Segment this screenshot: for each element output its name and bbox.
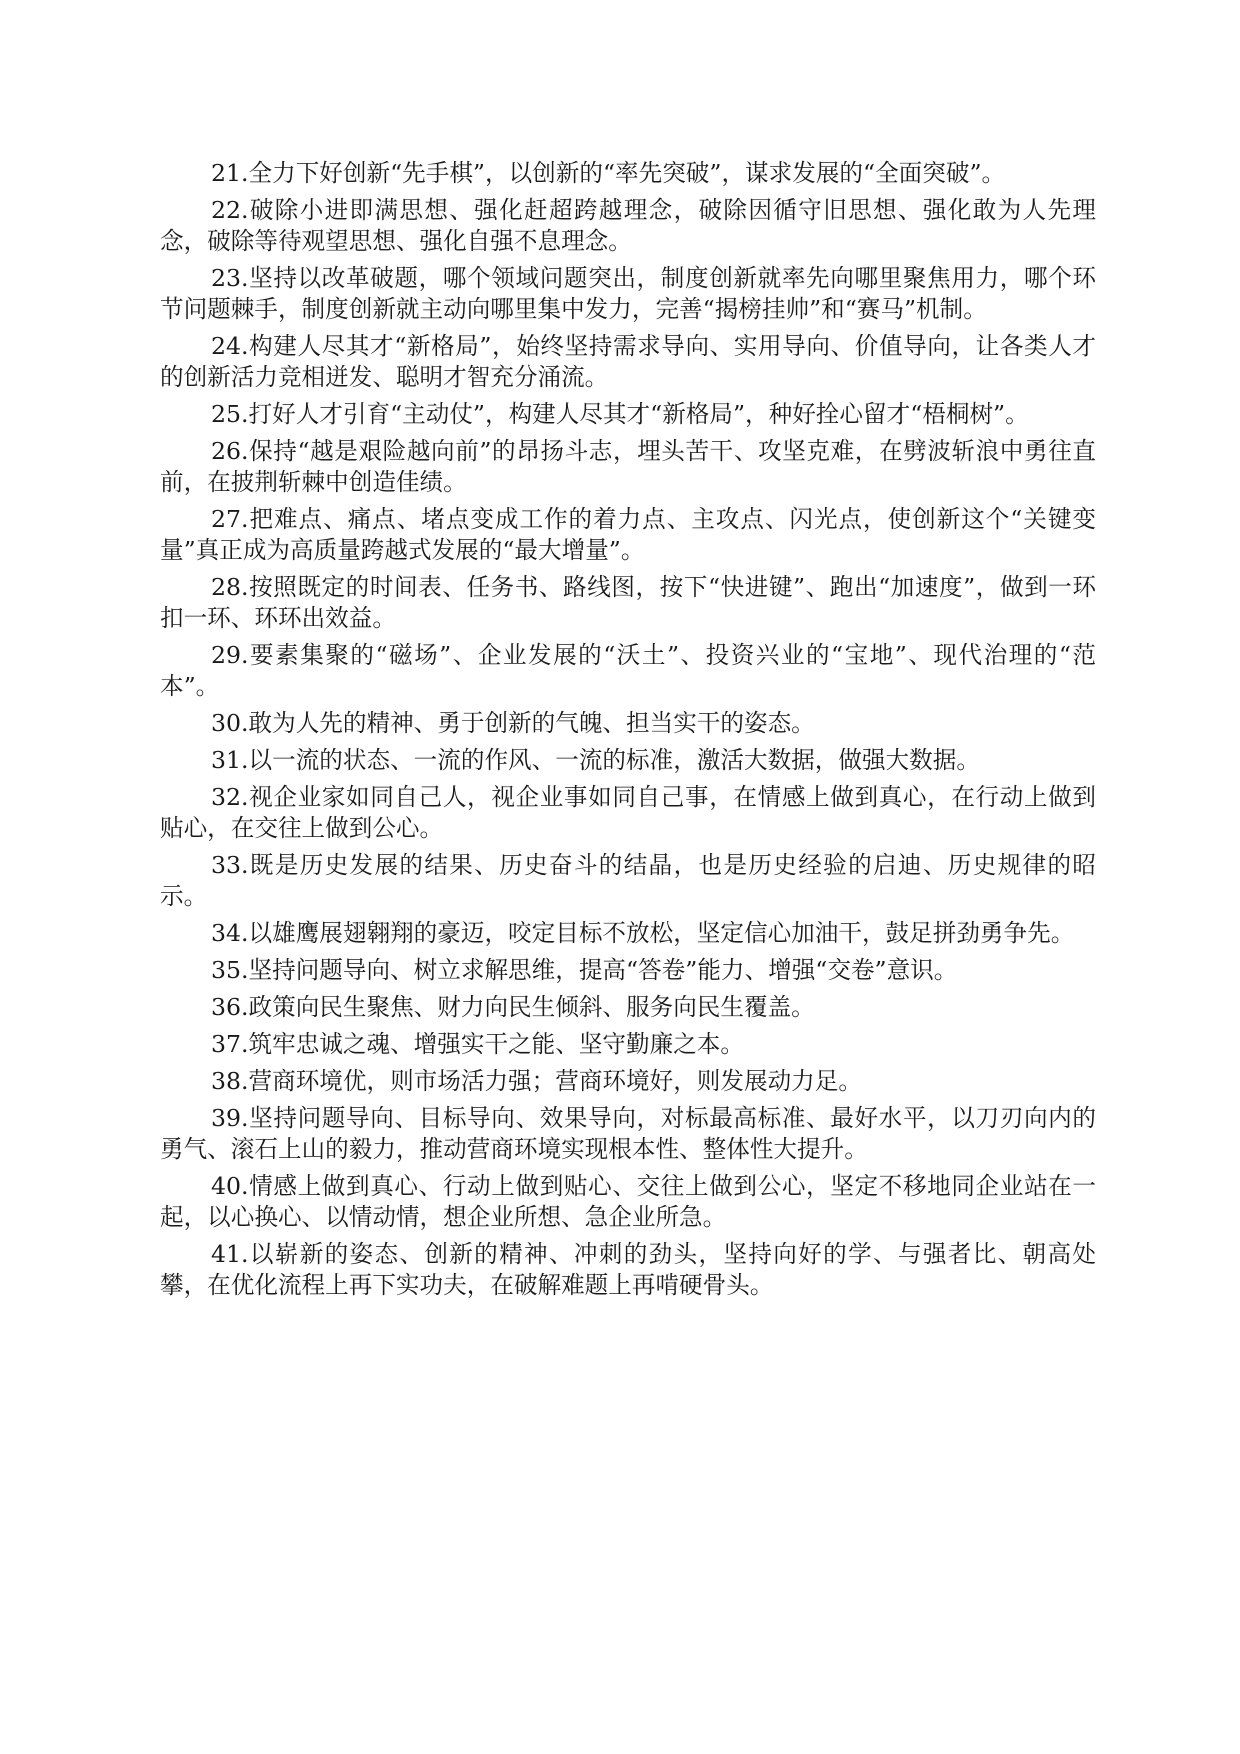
paragraph-28: 28.按照既定的时间表、任务书、路线图，按下“快进键”、跑出“加速度”，做到一环扣一环、环环出效益。 [160,573,1096,632]
paragraph-36: 36.政策向民生聚焦、财力向民生倾斜、服务向民生覆盖。 [211,993,815,1021]
paragraph-39: 39.坚持问题导向、目标导向、效果导向，对标最高标准、最好水平，以刀刃向内的勇气、滚石上山的毅力，推动营商环境实现根本性、整体性大提升。 [160,1104,1096,1163]
paragraph-35: 35.坚持问题导向、树立求解思维，提高“答卷”能力、增强“交卷”意识。 [211,956,958,984]
paragraph-38: 38.营商环境优，则市场活力强；营商环境好，则发展动力足。 [211,1067,862,1095]
paragraph-31: 31.以一流的状态、一流的作风、一流的标准，激活大数据，做强大数据。 [211,746,980,774]
paragraph-30: 30.敢为人先的精神、勇于创新的气魄、担当实干的姿态。 [211,709,815,737]
paragraph-25: 25.打好人才引育“主动仗”，构建人尽其才“新格局”，种好拴心留才“梧桐树”。 [211,400,1029,428]
paragraph-23: 23.坚持以改革破题，哪个领域问题突出，制度创新就率先向哪里聚焦用力，哪个环节问题棘手，制度创新就主动向哪里集中发力，完善“揭榜挂帅”和“赛马”机制。 [160,264,1096,323]
paragraph-41: 41.以崭新的姿态、创新的精神、冲刺的劲头，坚持向好的学、与强者比、朝高处攀，在优化流程上再下实功夫，在破解难题上再啃硬骨头。 [160,1240,1096,1299]
paragraph-22: 22.破除小进即满思想、强化赶超跨越理念，破除因循守旧思想、强化敢为人先理念，破除等待观望思想、强化自强不息理念。 [160,196,1096,255]
paragraph-34: 34.以雄鹰展翅翱翔的豪迈，咬定目标不放松，坚定信心加油干，鼓足拼劲勇争先。 [211,919,1075,947]
paragraph-29: 29.要素集聚的“磁场”、企业发展的“沃土”、投资兴业的“宝地”、现代治理的“范本”。 [160,641,1096,700]
document-body [160,158,1096,1307]
paragraph-27: 27.把难点、痛点、堵点变成工作的着力点、主攻点、闪光点，使创新这个“关键变量”真正成为高质量跨越式发展的“最大增量”。 [160,505,1096,564]
paragraph-24: 24.构建人尽其才“新格局”，始终坚持需求导向、实用导向、价值导向，让各类人才的创新活力竞相迸发、聪明才智充分涌流。 [160,332,1096,391]
paragraph-33: 33.既是历史发展的结果、历史奋斗的结晶，也是历史经验的启迪、历史规律的昭示。 [160,851,1096,910]
paragraph-40: 40.情感上做到真心、行动上做到贴心、交往上做到公心，坚定不移地同企业站在一起，以心换心、以情动情，想企业所想、急企业所急。 [160,1172,1096,1231]
paragraph-32: 32.视企业家如同自己人，视企业事如同自己事，在情感上做到真心，在行动上做到贴心，在交往上做到公心。 [160,783,1096,842]
paragraph-37: 37.筑牢忠诚之魂、增强实干之能、坚守勤廉之本。 [211,1030,744,1058]
paragraph-21: 21.全力下好创新“先手棋”，以创新的“率先突破”，谋求发展的“全面突破”。 [211,159,1006,187]
paragraph-26: 26.保持“越是艰险越向前”的昂扬斗志，埋头苦干、攻坚克难，在劈波斩浪中勇往直前，在披荆斩棘中创造佳绩。 [160,437,1096,496]
